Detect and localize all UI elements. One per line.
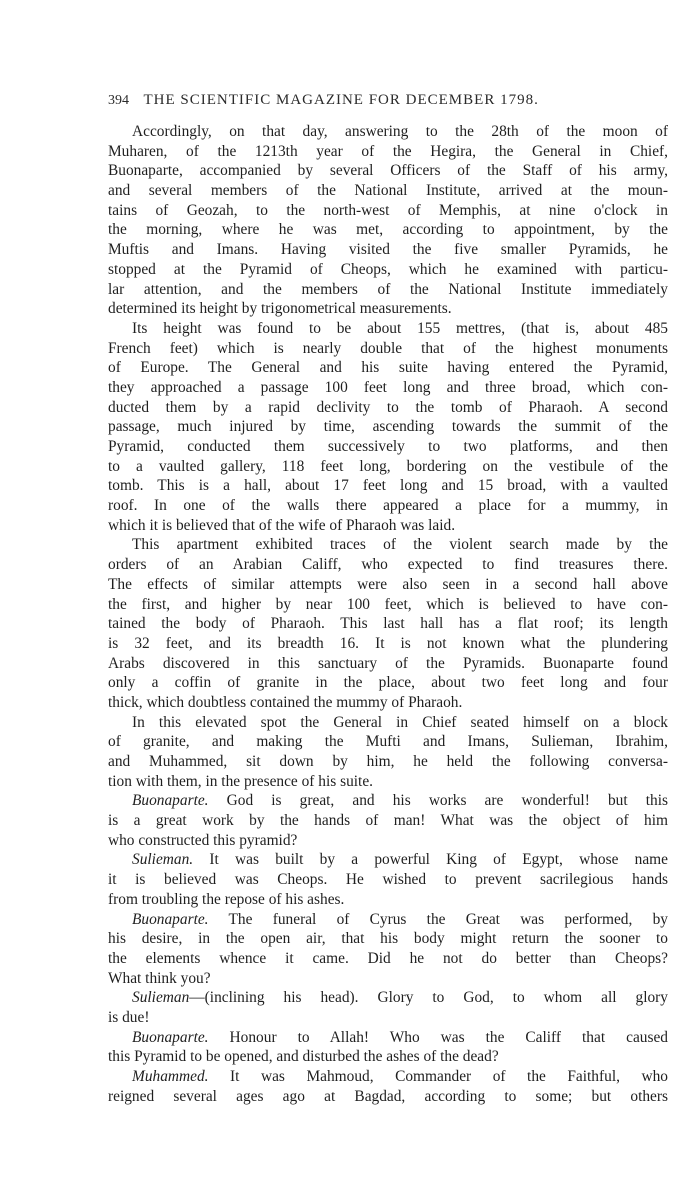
line-text: Its height was found to be about 155 mettres, (that is, about 485	[132, 319, 668, 337]
text-line	[108, 437, 668, 457]
line-text: French feet) which is nearly double that of the highest monuments	[108, 339, 668, 357]
speaker-name: Buonaparte.	[132, 792, 209, 810]
text-line	[108, 654, 668, 674]
text-line	[108, 634, 668, 654]
line-text: tomb. This is a hall, about 17 feet long and 15 broad, with a vaulted	[108, 477, 668, 495]
line-text: thick, which doubtless contained the mummy of Pharaoh.	[108, 693, 463, 711]
text-line	[108, 161, 668, 181]
line-text: God is great, and his works are wonderful! but this	[226, 792, 668, 810]
line-text: the elements whence it came. Did he not do better than Cheops?	[108, 949, 668, 967]
line-text: Muharen, of the 1213th year of the Hegira, the General in Chief,	[108, 142, 668, 160]
text-line	[108, 240, 668, 260]
line-text: tion with them, in the presence of his suite.	[108, 772, 374, 790]
text-line	[108, 831, 668, 851]
line-text: tains of Geozah, to the north-west of Memphis, at nine o'clock in	[108, 201, 668, 219]
text-line	[108, 811, 668, 831]
line-text: of granite, and making the Mufti and Imans, Sulieman, Ibrahim,	[108, 733, 668, 751]
text-line	[108, 319, 668, 339]
line-text: the morning, where he was met, according to appointment, by the	[108, 221, 668, 239]
line-text: is a great work by the hands of man! What was the object of him	[108, 812, 668, 830]
text-line	[108, 910, 668, 930]
text-line	[108, 673, 668, 693]
text-line	[108, 614, 668, 634]
line-text: this Pyramid to be opened, and disturbed the ashes of the dead?	[108, 1048, 499, 1066]
line-text: from troubling the repose of his ashes.	[108, 890, 345, 908]
text-line	[108, 595, 668, 615]
text-line	[108, 142, 668, 162]
line-text: What think you?	[108, 969, 211, 987]
text-line	[108, 752, 668, 772]
line-text: Arabs discovered in this sanctuary of the Pyramids. Buonaparte found	[108, 654, 668, 672]
line-text: the first, and higher by near 100 feet, which is believed to have con-	[108, 595, 668, 613]
line-text: only a coffin of granite in the place, about two feet long and four	[108, 674, 668, 692]
text-line	[108, 181, 668, 201]
text-line	[108, 378, 668, 398]
line-text: Buonaparte, accompanied by several Officers of the Staff of his army,	[108, 162, 668, 180]
text-line	[108, 339, 668, 359]
text-line	[108, 398, 668, 418]
speaker-name: Muhammed.	[132, 1068, 209, 1085]
text-line	[108, 929, 668, 949]
line-text: reigned several ages ago at Bagdad, according to some; but others	[108, 1087, 668, 1105]
line-text: it is believed was Cheops. He wished to prevent sacrilegious hands	[108, 871, 668, 889]
speaker-name: Buonaparte.	[132, 910, 209, 928]
text-line	[108, 220, 668, 240]
line-text: It was Mahmoud, Commander of the Faithful, who	[230, 1068, 668, 1085]
text-line	[108, 358, 668, 378]
running-header	[108, 92, 668, 116]
text-line	[108, 457, 668, 477]
running-title: THE SCIENTIFIC MAGAZINE FOR DECEMBER 1798.	[143, 92, 539, 108]
line-text: stopped at the Pyramid of Cheops, which he examined with particu-	[108, 260, 668, 278]
line-text: —(inclining his head). Glory to God, to whom all glory	[189, 989, 668, 1007]
line-text: which it is believed that of the wife of Pharaoh was laid.	[108, 516, 456, 534]
line-text: orders of an Arabian Califf, who expected to find treasures there.	[108, 556, 668, 574]
article-body	[108, 122, 668, 1106]
text-line	[108, 713, 668, 733]
text-line	[108, 555, 668, 575]
line-text: of Europe. The General and his suite having entered the Pyramid,	[108, 359, 668, 377]
text-line	[108, 969, 668, 989]
text-line	[108, 417, 668, 437]
text-line	[108, 1008, 668, 1028]
speaker-name: Buonaparte.	[132, 1028, 209, 1046]
text-line	[108, 575, 668, 595]
line-text: It was built by a powerful King of Egypt, whose name	[209, 851, 668, 869]
line-text: The effects of similar attempts were also seen in a second hall above	[108, 575, 668, 593]
text-line	[108, 260, 668, 280]
text-line	[108, 693, 668, 713]
text-line	[108, 791, 668, 811]
text-line	[108, 1067, 668, 1087]
text-line	[108, 988, 668, 1008]
text-line	[108, 280, 668, 300]
text-line	[108, 1028, 668, 1048]
line-text: to a vaulted gallery, 118 feet long, bordering on the vestibule of the	[108, 457, 668, 475]
speaker-name: Sulieman.	[132, 851, 194, 869]
text-line	[108, 1087, 668, 1107]
line-text: Honour to Allah! Who was the Califf that caused	[229, 1028, 668, 1046]
line-text: The funeral of Cyrus the Great was performed, by	[228, 910, 668, 928]
line-text: Pyramid, conducted them successively to two platforms, and then	[108, 438, 668, 455]
line-text: This apartment exhibited traces of the violent search made by the	[132, 536, 668, 554]
line-text: tained the body of Pharaoh. This last hall has a flat roof; its length	[108, 615, 668, 633]
line-text: Muftis and Imans. Having visited the five smaller Pyramids, he	[108, 241, 668, 259]
text-line	[108, 201, 668, 221]
page-number: 394	[108, 93, 129, 108]
line-text: roof. In one of the walls there appeared a place for a mummy, in	[108, 497, 668, 515]
line-text: is 32 feet, and its breadth 16. It is not known what the plundering	[108, 634, 668, 652]
line-text: they approached a passage 100 feet long and three broad, which con-	[108, 378, 668, 396]
text-line	[108, 1047, 668, 1067]
line-text: his desire, in the open air, that his body might return the sooner to	[108, 930, 668, 948]
text-line	[108, 890, 668, 910]
line-text: ducted them by a rapid declivity to the tomb of Pharaoh. A second	[108, 398, 668, 416]
line-text: Accordingly, on that day, answering to the 28th of the moon of	[132, 123, 668, 140]
line-text: passage, much injured by time, ascending towards the summit of the	[108, 418, 668, 436]
line-text: and Muhammed, sit down by him, he held the following conversa-	[108, 753, 668, 770]
line-text: determined its height by trigonometrical measurements.	[108, 300, 452, 318]
line-text: who constructed this pyramid?	[108, 831, 298, 849]
text-line	[108, 732, 668, 752]
text-line	[108, 299, 668, 319]
text-line	[108, 535, 668, 555]
text-line	[108, 516, 668, 536]
line-text: In this elevated spot the General in Chief seated himself on a block	[132, 713, 668, 731]
text-line	[108, 949, 668, 969]
line-text: lar attention, and the members of the National Institute immediately	[108, 280, 668, 298]
text-line	[108, 122, 668, 142]
text-line	[108, 772, 668, 792]
text-line	[108, 870, 668, 890]
line-text: is due!	[108, 1008, 150, 1026]
text-line	[108, 476, 668, 496]
speaker-name: Sulieman	[132, 989, 190, 1007]
text-line	[108, 850, 668, 870]
text-line	[108, 496, 668, 516]
line-text: and several members of the National Institute, arrived at the moun-	[108, 182, 668, 200]
